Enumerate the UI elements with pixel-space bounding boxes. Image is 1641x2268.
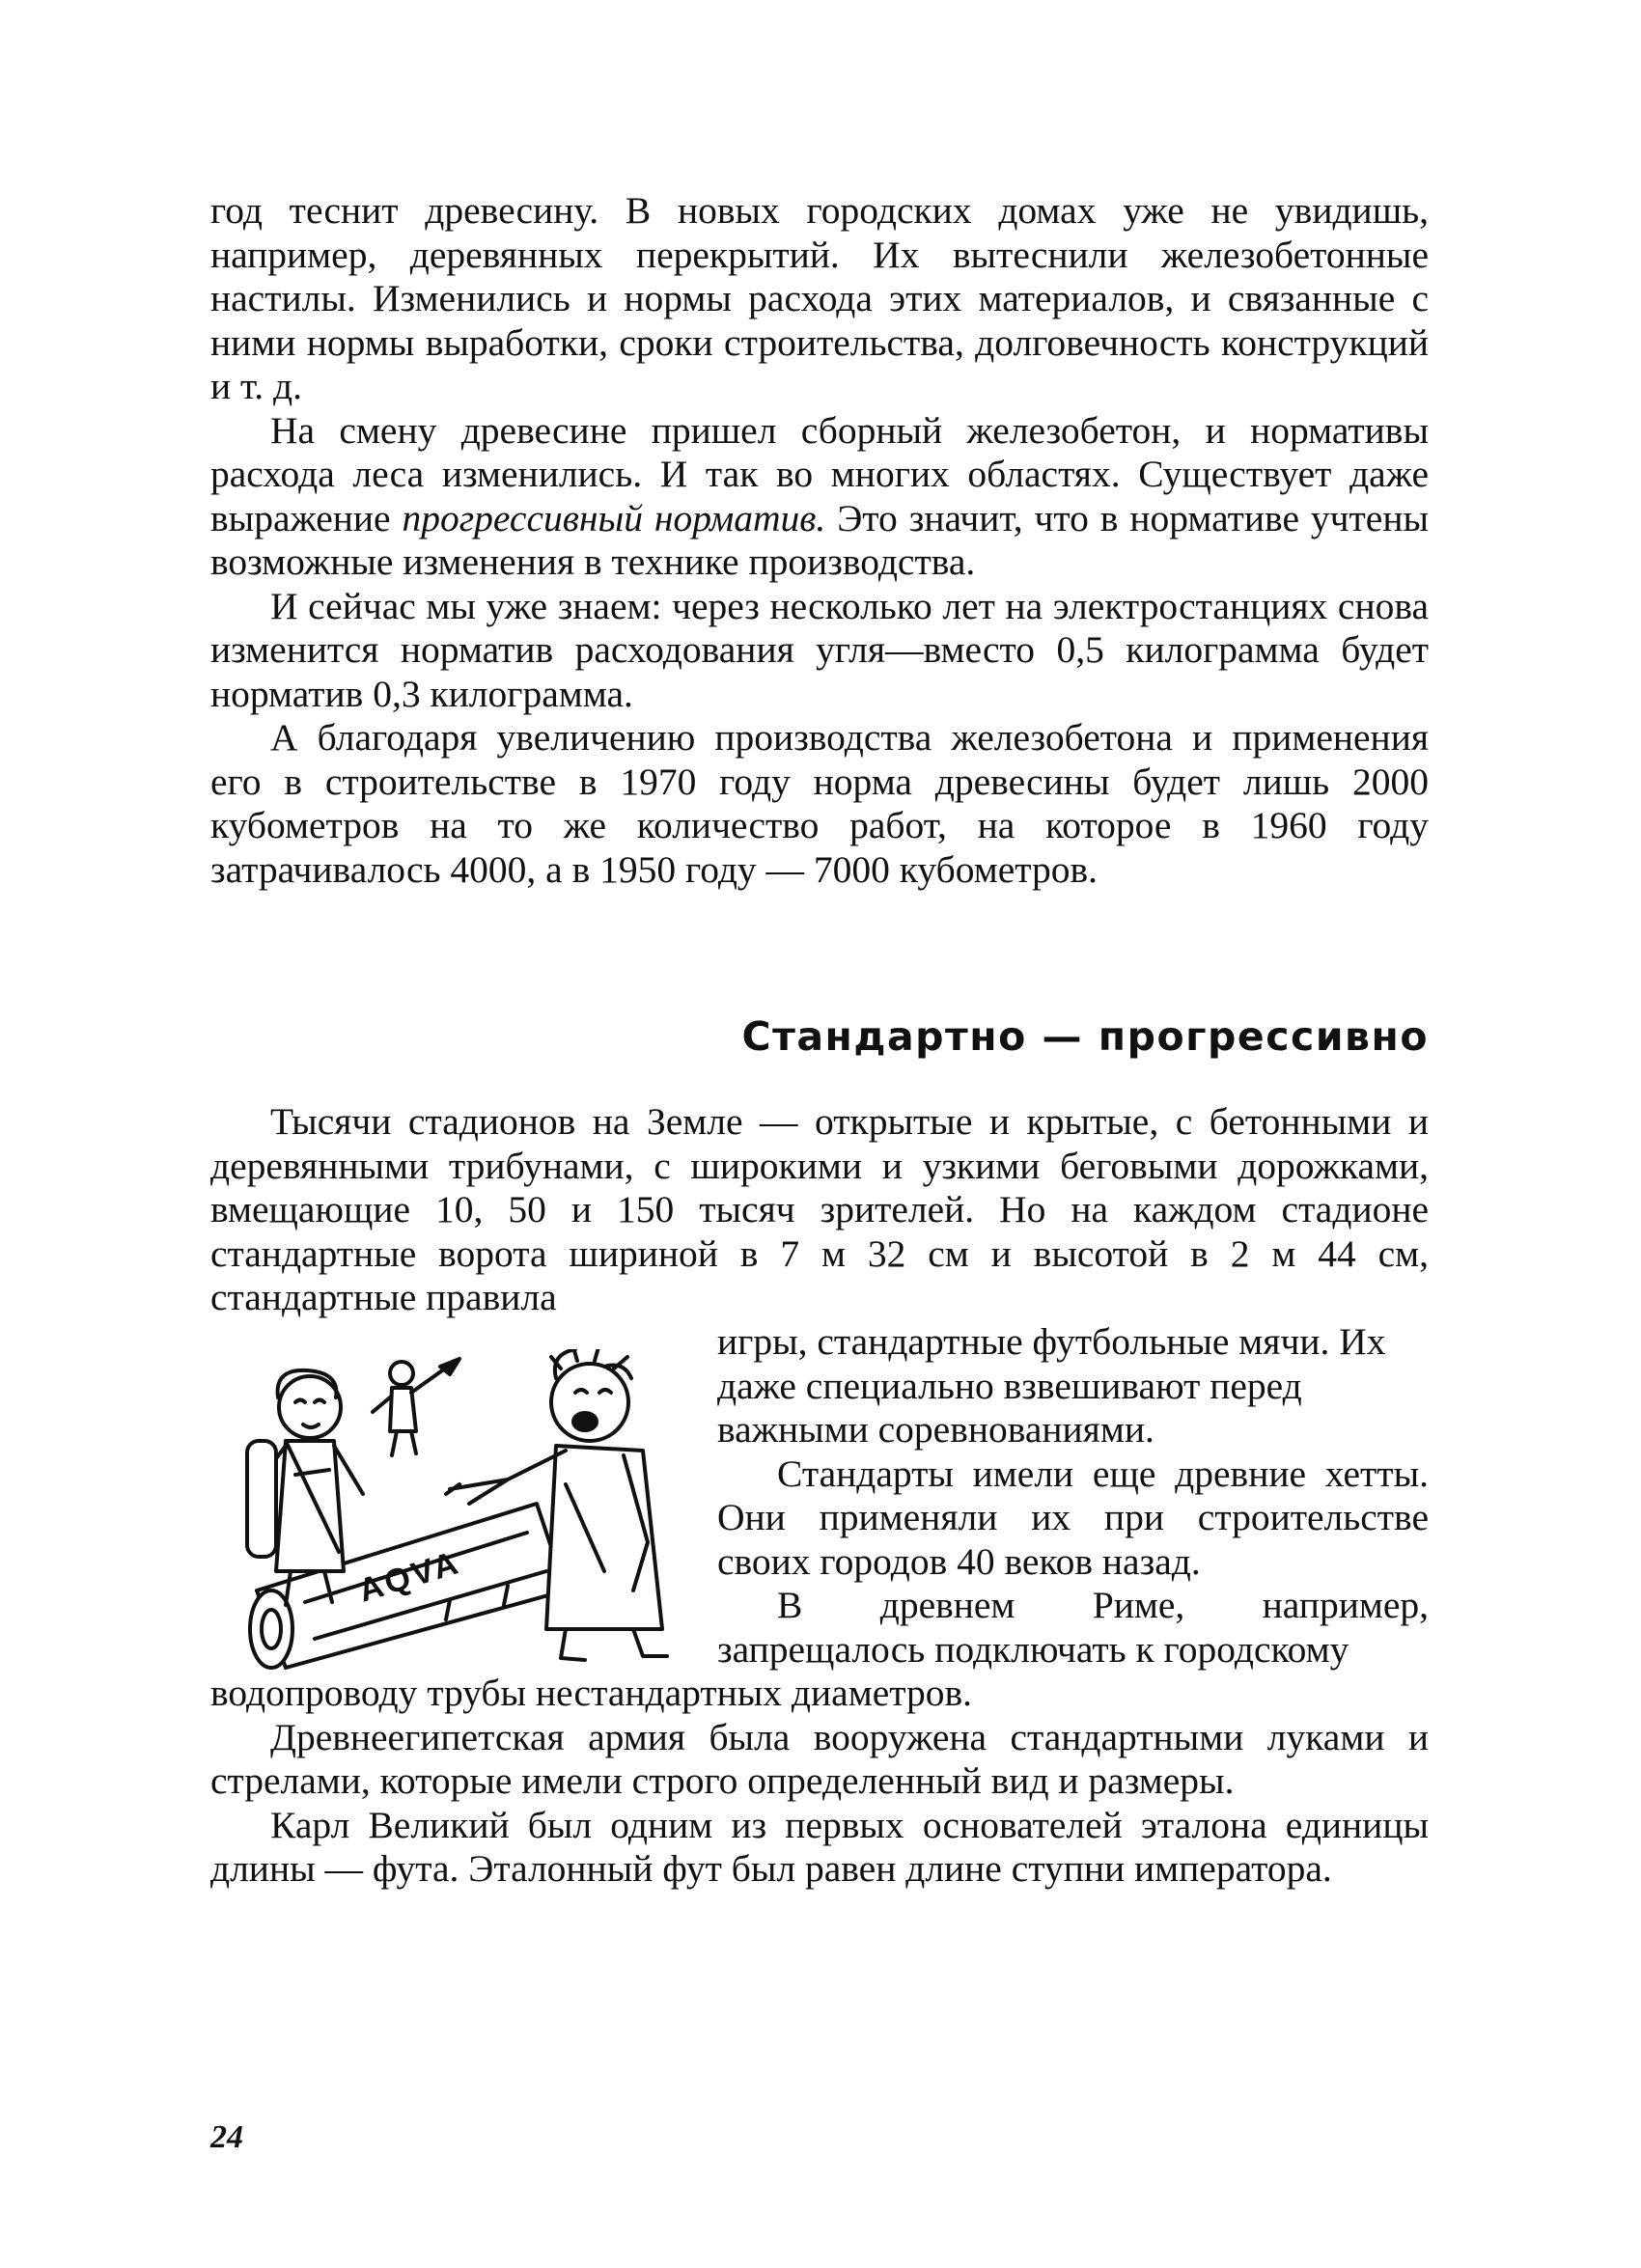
italic-term: прогрессивный норматив. (402, 496, 826, 539)
paragraph: И сейчас мы уже знаем: через несколько лет на электростанциях снова изменится норматив расходования угля—вместо 0,5 килограмма будет норматив 0,3 килограмма. (210, 584, 1429, 715)
page-number: 24 (210, 2119, 243, 2155)
paragraph: В древнем Риме, например, запрещалось подключать к городскому (717, 1584, 1429, 1671)
paragraph: год теснит древесину. В новых городских домах уже не увидишь, например, деревянных перекрытий. Их вытеснили железобетонные настилы. Изменились и нормы расхода этих материалов, и связанные с ними нормы выработки, сроки строительства, долговечность конструкций и т. д. (210, 189, 1429, 407)
paragraph: игры, стандартные футбольные мячи. Их даже специально взвешивают перед важными соревнованиями. (717, 1320, 1386, 1451)
section-heading: Стандартно — прогрессивно (741, 1013, 1429, 1060)
paragraph: водопроводу трубы нестандартных диаметров. (210, 1672, 972, 1714)
paragraph (210, 409, 1429, 585)
wrap-column (717, 1320, 1429, 1672)
paragraph-text: На смену древесине пришел сборный железобетон, и нормативы расхода леса изменились. И так во многих областях. (210, 408, 1429, 495)
paragraph-text: Существует даже выражение (210, 453, 1430, 539)
paragraph: Стандарты имели еще древние хетты. Они применяли их при строительстве своих городов 40 веков назад. (717, 1452, 1429, 1583)
pipe-label: AQVA (354, 1543, 465, 1610)
paragraph-text: Это значит, что в нормативе учтены возможные изменения в технике производства. (210, 496, 1429, 583)
top-text-block (210, 189, 1429, 892)
paragraph: Древнеегипетская армия была вооружена стандартными луками и стрелами, которые имели строго определенный вид и размеры. (210, 1715, 1429, 1802)
paragraph: А благодаря увеличению производства железобетона и применения его в строительстве в 1970 году норма древесины будет лишь 2000 кубометров на то же количество работ, на которое в 1960 году затрачивалось 4000, а в 1950 году — 7000 кубометров. (210, 716, 1429, 891)
paragraph: Тысячи стадионов на Земле — открытые и крытые, с бетонными и деревянными трибунами, с широкими и узкими беговыми дорожками, вмещающие 10, 50 и 150 тысяч зрителей. Но на каждом стадионе стандартные ворота шириной в 7 м 32 см и высотой в 2 м 44 см, стандартные правила (210, 1100, 1429, 1318)
paragraph: Карл Великий был одним из первых основателей эталона единицы длины — фута. Эталонный фут был равен длине ступни императора. (210, 1803, 1429, 1890)
section-text-block (210, 1100, 1429, 1320)
wrapped-text-block (210, 1320, 1429, 1892)
